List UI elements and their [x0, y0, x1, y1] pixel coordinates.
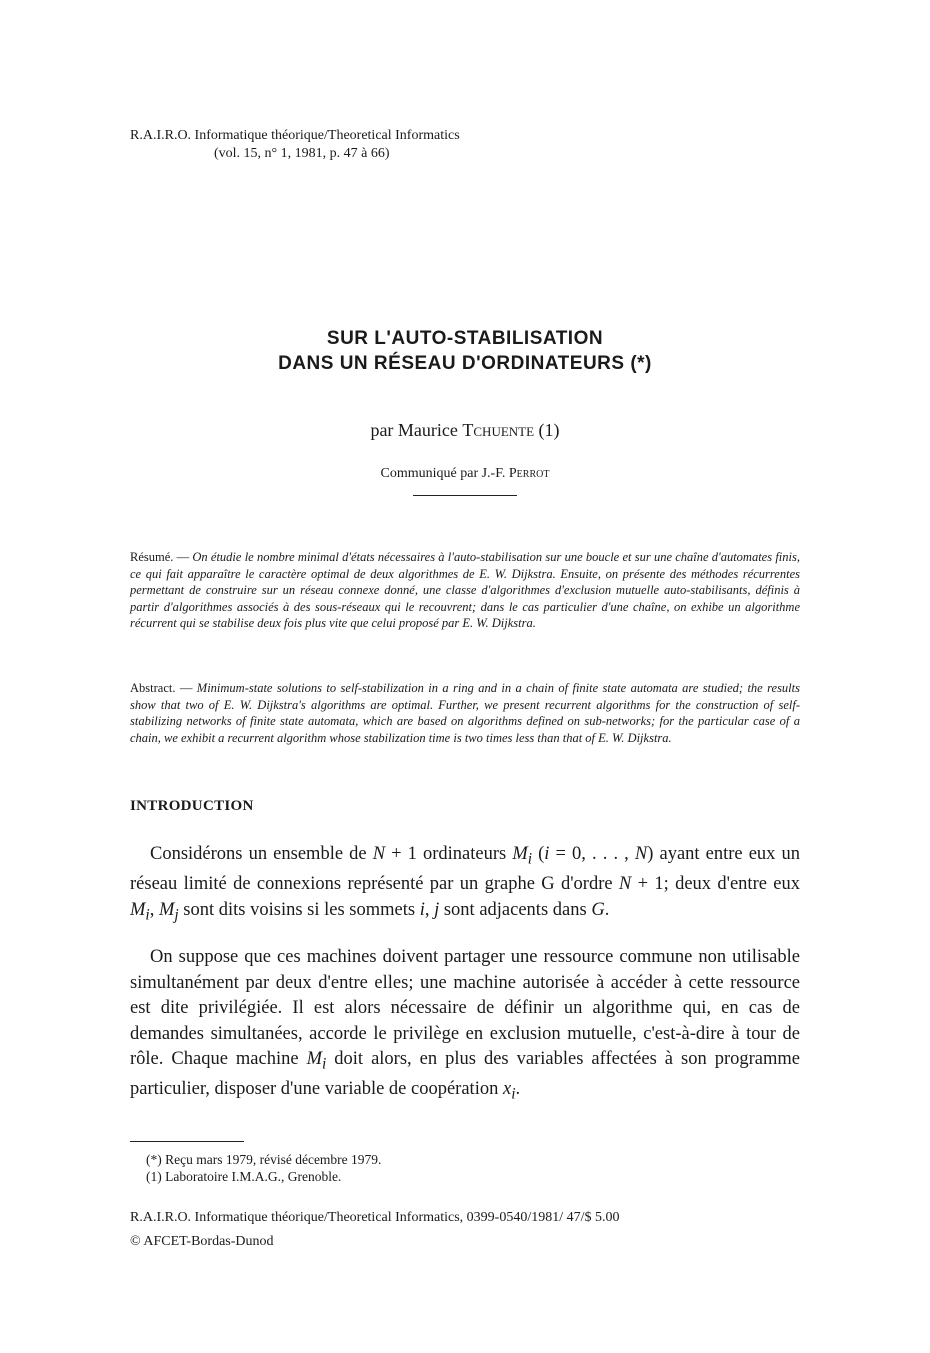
- footnote-rule: [130, 1141, 244, 1142]
- footer-line1: R.A.I.R.O. Informatique théorique/Theoretical Informatics, 0399-0540/1981/ 47/$ 5.00: [130, 1210, 620, 1225]
- resume-label: Résumé. —: [130, 550, 193, 564]
- journal-header-line1: R.A.I.R.O. Informatique théorique/Theoretical Informatics: [130, 128, 460, 143]
- footer-copyright: © AFCET-Bordas-Dunod: [130, 1234, 274, 1249]
- title-line1: SUR L'AUTO-STABILISATION: [326, 328, 604, 349]
- communique-prefix: Communiqué par J.-F.: [380, 466, 506, 481]
- title-line2: DANS UN RÉSEAU D'ORDINATEURS (*): [278, 353, 652, 374]
- communique-name: Perrot: [508, 466, 550, 481]
- section-heading: INTRODUCTION: [130, 798, 254, 814]
- footnote-1: (*) Reçu mars 1979, révisé décembre 1979.: [146, 1152, 382, 1167]
- intro-paragraph-2: On suppose que ces machines doivent partager une ressource commune non utilisable simultanément par deux d'entre elles; une machine autorisée à accéder à cette ressource est dite privilégiée. Il est alors nécessaire de définir un algorithme qui, en cas de demandes simultanées, accorde le privilège en exclusion mutuelle, c'est-à-dire à tour de rôle. Chaque machine $M_i$ doit alors, en plus des variables affectées à son programme particulier, disposer d'une variable de coopération $x_i$.: [130, 947, 800, 1103]
- communique-line: [0, 466, 930, 482]
- journal-header-line2: (vol. 15, n° 1, 1981, p. 47 à 66): [214, 146, 390, 161]
- resume-text: On étudie le nombre minimal d'états nécessaires à l'auto-stabilisation sur une boucle et sur une chaîne d'automates finis, ce qui fait apparaître le caractère optimal de deux algorithmes de E. W. Dijkstra. Ensuite, on présente des méthodes récurrentes permettant de construire sur un réseau connexe donné, une classe d'algorithmes d'exclusion mutuelle auto-stabilisants, définis à partir d'algorithmes associés à des sous-réseaux qui le recouvrent; dans le cas particulier d'une chaîne, on exhibe un algorithme récurrent qui se stabilise deux fois plus vite que celui proposé par E. W. Dijkstra.: [130, 550, 800, 630]
- author-line: [0, 420, 930, 441]
- footnotes: [146, 1151, 381, 1185]
- journal-header: [130, 127, 460, 163]
- intro-paragraph-1: Considérons un ensemble de N + 1 ordinateurs $M_i$ (i = 0, . . . , N) ayant entre eux un réseau limité de connexions représenté par un graphe G d'ordre N + 1; deux d'entre eux $M_i$, $M_j$ sont dits voisins si les sommets i, j sont adjacents dans G.: [130, 844, 801, 924]
- footnote-2: (1) Laboratoire I.M.A.G., Grenoble.: [146, 1169, 342, 1184]
- abstract-label: Abstract. —: [130, 681, 197, 695]
- page-footer: [130, 1206, 620, 1254]
- title-divider: [413, 495, 517, 496]
- abstract-text: Minimum-state solutions to self-stabilization in a ring and in a chain of finite state automata are studied; the results show that two of E. W. Dijkstra's algorithms are optimal. Further, we present recurrent algorithms for the construction of self-stabilizing networks of finite state automata, which are based on algorithms defined on sub-networks; for the particular case of a chain, we exhibit a recurrent algorithm whose stabilization time is two times less than that of E. W. Dijkstra.: [130, 681, 800, 745]
- paper-title: [0, 326, 930, 376]
- abstract-block: [130, 680, 800, 746]
- author-footnote-ref: (1): [538, 420, 560, 440]
- resume-block: [130, 549, 800, 632]
- author-surname: Tchuente: [462, 420, 535, 440]
- author-prefix: par Maurice: [370, 420, 458, 440]
